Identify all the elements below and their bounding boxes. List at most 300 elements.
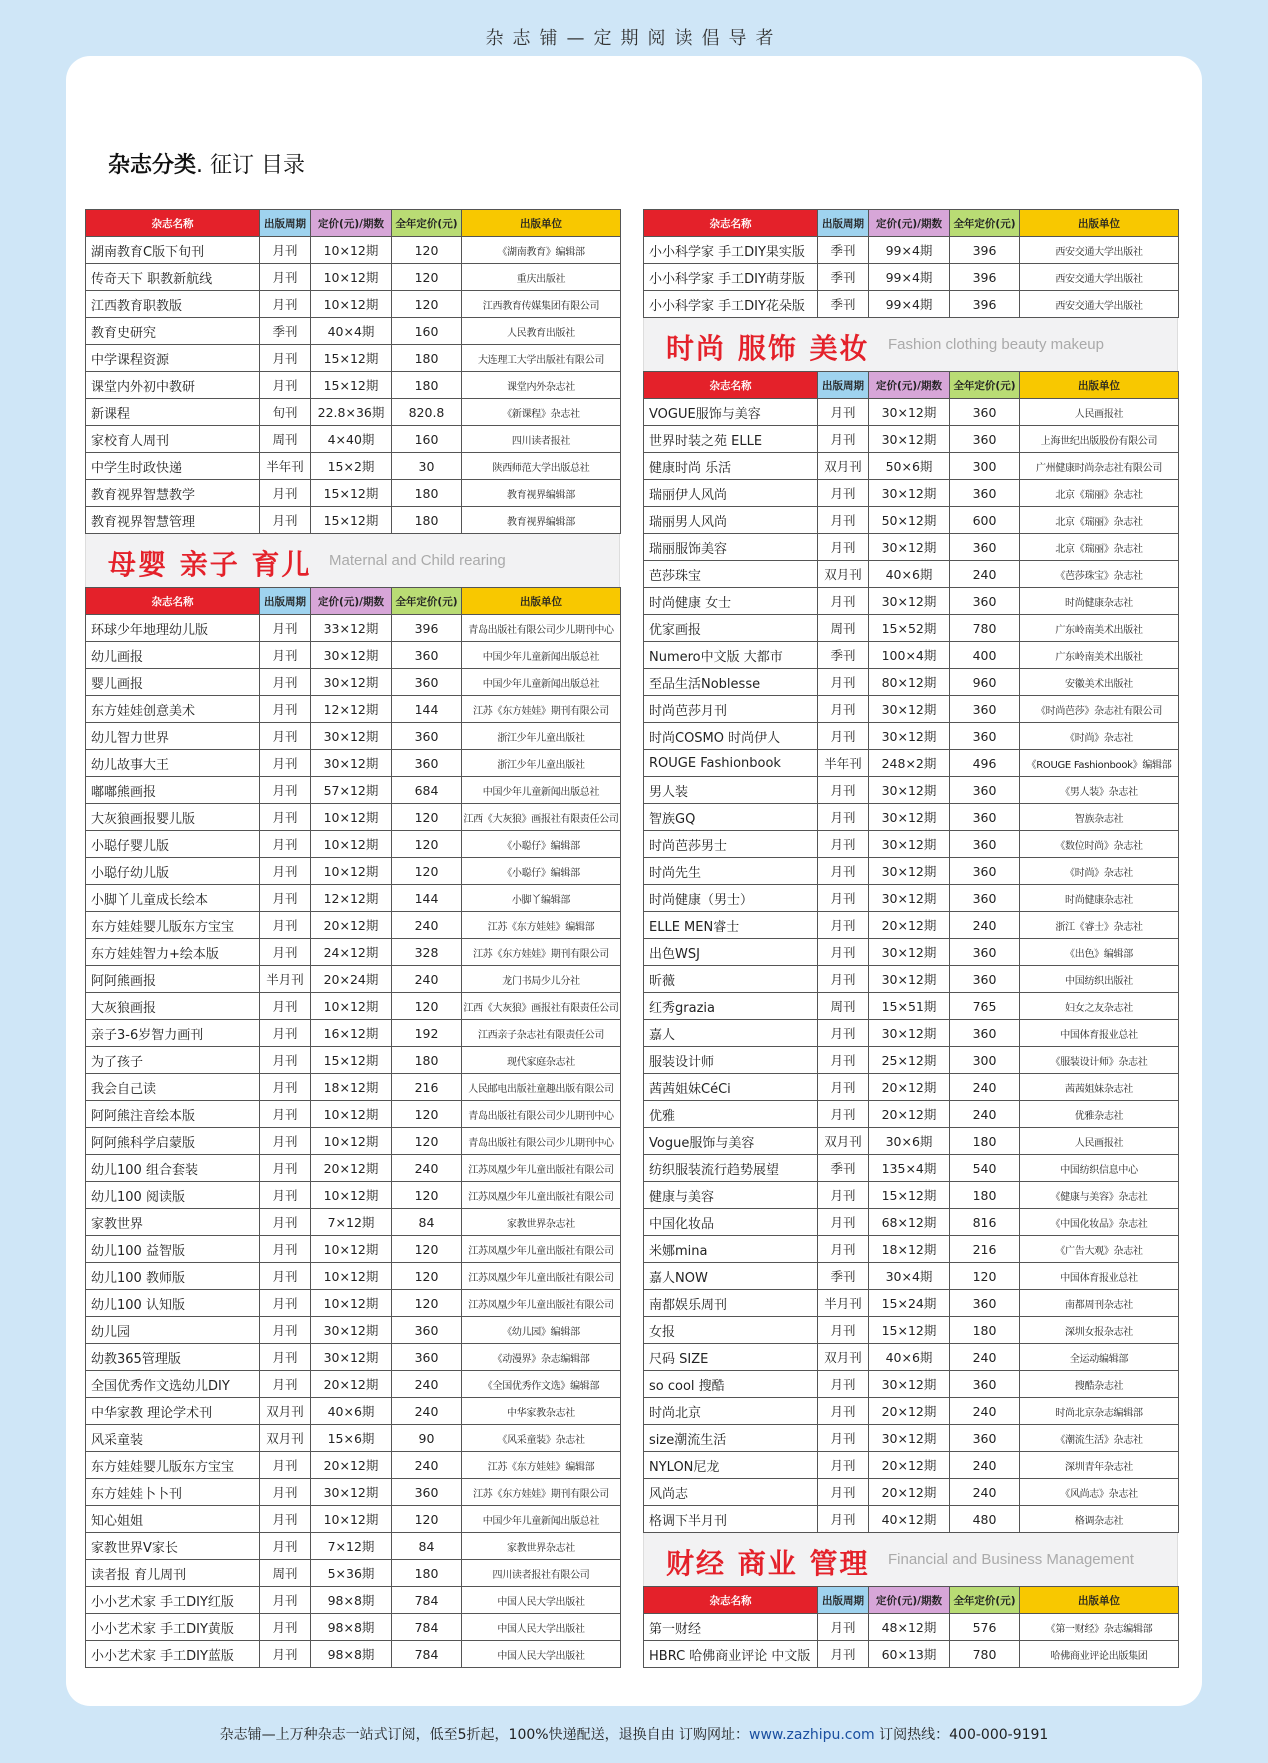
table-row — [86, 615, 621, 642]
cell-period: 月刊 — [260, 1263, 311, 1290]
cell-name[interactable]: 幼儿100 阅读版 — [86, 1182, 260, 1209]
cell-price: 98×8期 — [311, 1614, 392, 1641]
cell-name[interactable]: 时尚先生 — [644, 858, 818, 885]
table-header-row — [86, 210, 621, 237]
cell-annual: 120 — [950, 1263, 1020, 1290]
cell-period: 季刊 — [818, 642, 869, 669]
cell-annual: 240 — [950, 1398, 1020, 1425]
cell-name[interactable]: 家教世界 — [86, 1209, 260, 1236]
cell-publisher: 广州健康时尚杂志社有限公司 — [1020, 453, 1179, 480]
cell-name[interactable]: 服装设计师 — [644, 1047, 818, 1074]
cell-name[interactable]: 小小艺术家 手工DIY红版 — [86, 1587, 260, 1614]
cell-publisher: 时尚健康杂志社 — [1020, 885, 1179, 912]
cell-publisher: 人民画报社 — [1020, 399, 1179, 426]
cell-publisher: 《风采童装》杂志社 — [462, 1425, 621, 1452]
cell-name[interactable]: 幼儿100 教师版 — [86, 1263, 260, 1290]
cell-name[interactable]: 健康与美容 — [644, 1182, 818, 1209]
cell-period: 季刊 — [818, 237, 869, 264]
cell-publisher: 人民教育出版社 — [462, 318, 621, 345]
cell-publisher: 中国体育报业总社 — [1020, 1263, 1179, 1290]
cell-period: 月刊 — [818, 1371, 869, 1398]
cell-period: 月刊 — [818, 1425, 869, 1452]
cell-period: 周刊 — [818, 615, 869, 642]
cell-price: 20×12期 — [311, 1371, 392, 1398]
fashion-table — [643, 371, 1179, 1533]
table-row — [644, 939, 1179, 966]
table-header-row — [86, 588, 621, 615]
cell-annual: 180 — [950, 1182, 1020, 1209]
table-row — [644, 1047, 1179, 1074]
header-name: 杂志名称 — [644, 372, 818, 399]
cell-name[interactable]: 幼儿100 益智版 — [86, 1236, 260, 1263]
cell-annual: 360 — [950, 1020, 1020, 1047]
cell-annual: 328 — [392, 939, 462, 966]
cell-annual: 960 — [950, 669, 1020, 696]
header-price: 定价(元)/期数 — [869, 1587, 950, 1614]
cell-name[interactable]: 课堂内外初中教研 — [86, 372, 260, 399]
cell-publisher: 西安交通大学出版社 — [1020, 291, 1179, 318]
cell-name[interactable]: 时尚健康 女士 — [644, 588, 818, 615]
cell-price: 99×4期 — [869, 291, 950, 318]
cell-period: 月刊 — [260, 1587, 311, 1614]
cell-publisher: 西安交通大学出版社 — [1020, 264, 1179, 291]
cell-price: 30×12期 — [869, 1020, 950, 1047]
table-row — [644, 291, 1179, 318]
header-annual: 全年定价(元) — [392, 588, 462, 615]
cell-price: 15×12期 — [311, 345, 392, 372]
right-column — [643, 209, 1178, 1668]
cell-period: 月刊 — [260, 291, 311, 318]
cell-publisher: 《幼儿园》编辑部 — [462, 1317, 621, 1344]
cell-price: 30×12期 — [311, 1344, 392, 1371]
cell-publisher: 教育视界编辑部 — [462, 480, 621, 507]
cell-name[interactable]: 幼儿画报 — [86, 642, 260, 669]
cell-price: 30×12期 — [311, 642, 392, 669]
cell-publisher: 四川读者报社有限公司 — [462, 1560, 621, 1587]
cell-name[interactable]: 中国化妆品 — [644, 1209, 818, 1236]
cell-name[interactable]: 米娜mina — [644, 1236, 818, 1263]
cell-annual: 180 — [950, 1317, 1020, 1344]
cell-publisher: 《动漫界》杂志编辑部 — [462, 1344, 621, 1371]
cell-price: 5×36期 — [311, 1560, 392, 1587]
table-row — [644, 426, 1179, 453]
table-row — [86, 804, 621, 831]
cell-name[interactable]: 东方娃娃婴儿版东方宝宝 — [86, 912, 260, 939]
cell-publisher: 江苏凤凰少年儿童出版社有限公司 — [462, 1290, 621, 1317]
cell-name[interactable]: 瑞丽男人风尚 — [644, 507, 818, 534]
table-row — [86, 885, 621, 912]
cell-name[interactable]: 小聪仔婴儿版 — [86, 831, 260, 858]
cell-period: 月刊 — [260, 1020, 311, 1047]
cell-publisher: 江苏凤凰少年儿童出版社有限公司 — [462, 1236, 621, 1263]
header-publisher: 出版单位 — [1020, 210, 1179, 237]
cell-price: 40×6期 — [311, 1398, 392, 1425]
cell-annual: 120 — [392, 993, 462, 1020]
cell-name[interactable]: 南都娱乐周刊 — [644, 1290, 818, 1317]
cell-publisher: 深圳青年杂志社 — [1020, 1452, 1179, 1479]
cell-name[interactable]: 知心姐姐 — [86, 1506, 260, 1533]
cell-publisher: 《数位时尚》杂志社 — [1020, 831, 1179, 858]
cell-period: 月刊 — [818, 831, 869, 858]
cell-annual: 684 — [392, 777, 462, 804]
cell-name[interactable]: 江西教育职教版 — [86, 291, 260, 318]
cell-price: 16×12期 — [311, 1020, 392, 1047]
header-name: 杂志名称 — [644, 1587, 818, 1614]
cell-publisher: 《芭莎珠宝》杂志社 — [1020, 561, 1179, 588]
cell-period: 月刊 — [818, 723, 869, 750]
table-row — [86, 1641, 621, 1668]
cell-name[interactable]: 时尚北京 — [644, 1398, 818, 1425]
cell-annual: 240 — [950, 1074, 1020, 1101]
cell-publisher: 南都周刊杂志社 — [1020, 1290, 1179, 1317]
science-table — [643, 209, 1179, 318]
cell-price: 10×12期 — [311, 1236, 392, 1263]
cell-publisher: 浙江《睿士》杂志社 — [1020, 912, 1179, 939]
cell-period: 半月刊 — [260, 966, 311, 993]
header-name: 杂志名称 — [86, 210, 260, 237]
cell-price: 10×12期 — [311, 1290, 392, 1317]
cell-period: 月刊 — [818, 1317, 869, 1344]
cell-annual: 396 — [392, 615, 462, 642]
cell-publisher: 青岛出版社有限公司少儿期刊中心 — [462, 1128, 621, 1155]
cell-name[interactable]: 嘟嘟熊画报 — [86, 777, 260, 804]
cell-publisher: 优雅杂志社 — [1020, 1101, 1179, 1128]
cell-period: 月刊 — [260, 1344, 311, 1371]
cell-name[interactable]: 格调下半月刊 — [644, 1506, 818, 1533]
cell-name[interactable]: 家教世界V家长 — [86, 1533, 260, 1560]
table-row — [644, 885, 1179, 912]
cell-annual: 240 — [392, 966, 462, 993]
cell-name[interactable]: VOGUE服饰与美容 — [644, 399, 818, 426]
cell-price: 7×12期 — [311, 1533, 392, 1560]
cell-price: 7×12期 — [311, 1209, 392, 1236]
table-row — [644, 831, 1179, 858]
cell-name[interactable]: 大灰狼画报婴儿版 — [86, 804, 260, 831]
cell-period: 月刊 — [260, 912, 311, 939]
cell-period: 月刊 — [818, 912, 869, 939]
cell-name[interactable]: 第一财经 — [644, 1614, 818, 1641]
cell-annual: 360 — [392, 750, 462, 777]
cell-name[interactable]: Vogue服饰与美容 — [644, 1128, 818, 1155]
table-row — [86, 1371, 621, 1398]
cell-name[interactable]: 小脚丫儿童成长绘本 — [86, 885, 260, 912]
cell-publisher: 江苏凤凰少年儿童出版社有限公司 — [462, 1263, 621, 1290]
cell-price: 10×12期 — [311, 858, 392, 885]
cell-name[interactable]: 幼儿100 组合套装 — [86, 1155, 260, 1182]
cell-period: 月刊 — [260, 804, 311, 831]
table-row — [644, 480, 1179, 507]
cell-name[interactable]: HBRC 哈佛商业评论 中文版 — [644, 1641, 818, 1668]
cell-period: 月刊 — [260, 264, 311, 291]
cell-period: 季刊 — [818, 1263, 869, 1290]
cell-name[interactable]: so cool 搜酷 — [644, 1371, 818, 1398]
cell-period: 月刊 — [818, 534, 869, 561]
cell-name[interactable]: 中学课程资源 — [86, 345, 260, 372]
cell-name[interactable]: 亲子3-6岁智力画刊 — [86, 1020, 260, 1047]
cell-name[interactable]: 智族GQ — [644, 804, 818, 831]
cell-period: 月刊 — [818, 669, 869, 696]
cell-name[interactable]: 幼儿故事大王 — [86, 750, 260, 777]
cell-publisher: 重庆出版社 — [462, 264, 621, 291]
cell-period: 月刊 — [260, 1317, 311, 1344]
finance-table — [643, 1586, 1179, 1668]
cell-name[interactable]: 新课程 — [86, 399, 260, 426]
cell-price: 30×12期 — [869, 858, 950, 885]
cell-annual: 784 — [392, 1587, 462, 1614]
cell-name[interactable]: 瑞丽伊人风尚 — [644, 480, 818, 507]
cell-name[interactable]: 时尚健康（男士） — [644, 885, 818, 912]
cell-annual: 160 — [392, 318, 462, 345]
cell-name[interactable]: 健康时尚 乐活 — [644, 453, 818, 480]
cell-name[interactable]: NYLON尼龙 — [644, 1452, 818, 1479]
cell-publisher: 江苏《东方娃娃》期刊有限公司 — [462, 1479, 621, 1506]
cell-name[interactable]: 时尚芭莎月刊 — [644, 696, 818, 723]
cell-price: 20×12期 — [869, 1398, 950, 1425]
cell-publisher: 《ROUGE Fashionbook》编辑部 — [1020, 750, 1179, 777]
cell-name[interactable]: size潮流生活 — [644, 1425, 818, 1452]
cell-publisher: 中国少年儿童新闻出版总社 — [462, 777, 621, 804]
cell-annual: 180 — [392, 372, 462, 399]
cell-name[interactable]: 时尚芭莎男士 — [644, 831, 818, 858]
cell-price: 135×4期 — [869, 1155, 950, 1182]
table-row — [644, 669, 1179, 696]
finance-banner-title: 财经 商业 管理 — [666, 1547, 870, 1580]
cell-name[interactable]: 环球少年地理幼儿版 — [86, 615, 260, 642]
cell-period: 月刊 — [260, 1641, 311, 1668]
cell-name[interactable]: 阿阿熊画报 — [86, 966, 260, 993]
cell-price: 30×12期 — [869, 399, 950, 426]
header-annual: 全年定价(元) — [950, 1587, 1020, 1614]
cell-publisher: 江西《大灰狼》画报社有限责任公司 — [462, 993, 621, 1020]
cell-publisher: 江苏凤凰少年儿童出版社有限公司 — [462, 1182, 621, 1209]
cell-annual: 216 — [392, 1074, 462, 1101]
cell-period: 月刊 — [260, 1371, 311, 1398]
cell-period: 月刊 — [260, 750, 311, 777]
cell-annual: 360 — [950, 1290, 1020, 1317]
table-row — [644, 1074, 1179, 1101]
header-annual: 全年定价(元) — [950, 210, 1020, 237]
cell-price: 80×12期 — [869, 669, 950, 696]
table-row — [644, 858, 1179, 885]
cell-annual: 360 — [950, 534, 1020, 561]
cell-publisher: 家教世界杂志社 — [462, 1209, 621, 1236]
footer-url[interactable]: www.zazhipu.com — [749, 1727, 875, 1743]
cell-name[interactable]: 瑞丽服饰美容 — [644, 534, 818, 561]
cell-annual: 780 — [950, 1641, 1020, 1668]
cell-period: 月刊 — [818, 480, 869, 507]
cell-name[interactable]: 婴儿画报 — [86, 669, 260, 696]
cell-name[interactable]: 东方娃娃婴儿版东方宝宝 — [86, 1452, 260, 1479]
cell-name[interactable]: 风采童装 — [86, 1425, 260, 1452]
cell-period: 双月刊 — [260, 1398, 311, 1425]
cell-publisher: 《潮流生活》杂志社 — [1020, 1425, 1179, 1452]
cell-period: 月刊 — [260, 1074, 311, 1101]
cell-publisher: 《健康与美容》杂志社 — [1020, 1182, 1179, 1209]
cell-annual: 240 — [950, 1344, 1020, 1371]
cell-price: 20×12期 — [869, 1452, 950, 1479]
cell-name[interactable]: 纺织服装流行趋势展望 — [644, 1155, 818, 1182]
table-row — [644, 993, 1179, 1020]
cell-price: 30×12期 — [869, 1371, 950, 1398]
cell-name[interactable]: 优雅 — [644, 1101, 818, 1128]
table-row — [86, 777, 621, 804]
cell-name[interactable]: ELLE MEN睿士 — [644, 912, 818, 939]
cell-period: 月刊 — [260, 723, 311, 750]
maternal-banner-title: 母婴 亲子 育儿 — [108, 548, 312, 581]
table-row — [86, 1533, 621, 1560]
cell-publisher: 江西《大灰狼》画报社有限责任公司 — [462, 804, 621, 831]
cell-name[interactable]: 传奇天下 职教新航线 — [86, 264, 260, 291]
cell-name[interactable]: 优家画报 — [644, 615, 818, 642]
cell-annual: 480 — [950, 1506, 1020, 1533]
cell-period: 月刊 — [260, 480, 311, 507]
cell-name[interactable]: 芭莎珠宝 — [644, 561, 818, 588]
cell-price: 10×12期 — [311, 1101, 392, 1128]
table-row — [644, 588, 1179, 615]
cell-annual: 360 — [950, 939, 1020, 966]
cell-name[interactable]: 为了孩子 — [86, 1047, 260, 1074]
table-row — [86, 1155, 621, 1182]
cell-period: 月刊 — [818, 1236, 869, 1263]
cell-name[interactable]: 男人装 — [644, 777, 818, 804]
cell-price: 30×12期 — [869, 696, 950, 723]
table-row — [644, 1344, 1179, 1371]
cell-name[interactable]: 小小科学家 手工DIY果实版 — [644, 237, 818, 264]
cell-name[interactable]: 东方娃娃卜卜刊 — [86, 1479, 260, 1506]
cell-name[interactable]: 小聪仔幼儿版 — [86, 858, 260, 885]
cell-name[interactable]: 小小艺术家 手工DIY蓝版 — [86, 1641, 260, 1668]
cell-name[interactable]: 出色WSJ — [644, 939, 818, 966]
cell-period: 月刊 — [818, 1452, 869, 1479]
header-annual: 全年定价(元) — [950, 372, 1020, 399]
cell-price: 10×12期 — [311, 1182, 392, 1209]
cell-name[interactable]: Numero中文版 大都市 — [644, 642, 818, 669]
cell-name[interactable]: 湖南教育C版下旬刊 — [86, 237, 260, 264]
cell-name[interactable]: 嘉人 — [644, 1020, 818, 1047]
cell-name[interactable]: 中学生时政快递 — [86, 453, 260, 480]
cell-period: 月刊 — [260, 669, 311, 696]
table-row — [644, 1182, 1179, 1209]
cell-publisher: 中国人民大学出版社 — [462, 1641, 621, 1668]
maternal-banner-subtitle: Maternal and Child rearing — [329, 552, 506, 569]
table-row — [644, 804, 1179, 831]
cell-price: 40×6期 — [869, 561, 950, 588]
cell-period: 旬刊 — [260, 399, 311, 426]
cell-period: 周刊 — [818, 993, 869, 1020]
table-row — [86, 858, 621, 885]
cell-name[interactable]: 世界时装之苑 ELLE — [644, 426, 818, 453]
cell-name[interactable]: 幼儿智力世界 — [86, 723, 260, 750]
cell-name[interactable]: 尺码 SIZE — [644, 1344, 818, 1371]
table-row — [644, 237, 1179, 264]
cell-publisher: 江苏《东方娃娃》期刊有限公司 — [462, 696, 621, 723]
cell-name[interactable]: 读者报 育儿周刊 — [86, 1560, 260, 1587]
table-row — [644, 1290, 1179, 1317]
cell-name[interactable]: 幼教365管理版 — [86, 1344, 260, 1371]
cell-annual: 784 — [392, 1641, 462, 1668]
cell-name[interactable]: 阿阿熊注音绘本版 — [86, 1101, 260, 1128]
cell-price: 30×12期 — [869, 588, 950, 615]
cell-annual: 360 — [392, 669, 462, 696]
cell-publisher: 《出色》编辑部 — [1020, 939, 1179, 966]
cell-period: 月刊 — [818, 804, 869, 831]
cell-publisher: 妇女之友杂志社 — [1020, 993, 1179, 1020]
cell-name[interactable]: 幼儿100 认知版 — [86, 1290, 260, 1317]
cell-price: 40×6期 — [869, 1344, 950, 1371]
cell-price: 99×4期 — [869, 237, 950, 264]
cell-period: 月刊 — [818, 1506, 869, 1533]
cell-period: 月刊 — [260, 1047, 311, 1074]
cell-period: 月刊 — [260, 1101, 311, 1128]
cell-name[interactable]: 小小科学家 手工DIY萌芽版 — [644, 264, 818, 291]
cell-annual: 30 — [392, 453, 462, 480]
table-row — [86, 1452, 621, 1479]
fashion-banner — [643, 318, 1178, 371]
cell-name[interactable]: 风尚志 — [644, 1479, 818, 1506]
cell-annual: 120 — [392, 858, 462, 885]
cell-annual: 300 — [950, 453, 1020, 480]
cell-name[interactable]: 教育视界智慧管理 — [86, 507, 260, 534]
cell-period: 月刊 — [260, 237, 311, 264]
cell-name[interactable]: 时尚COSMO 时尚伊人 — [644, 723, 818, 750]
cell-name[interactable]: 阿阿熊科学启蒙版 — [86, 1128, 260, 1155]
cell-price: 18×12期 — [311, 1074, 392, 1101]
cell-name[interactable]: 全国优秀作文选幼儿DIY — [86, 1371, 260, 1398]
cell-name[interactable]: 中华家教 理论学术刊 — [86, 1398, 260, 1425]
cell-name[interactable]: 至品生活Noblesse — [644, 669, 818, 696]
table-row — [644, 534, 1179, 561]
table-row — [86, 480, 621, 507]
cell-annual: 84 — [392, 1209, 462, 1236]
cell-publisher: 北京《瑞丽》杂志社 — [1020, 480, 1179, 507]
cell-name[interactable]: 红秀grazia — [644, 993, 818, 1020]
cell-annual: 120 — [392, 1101, 462, 1128]
cell-period: 双月刊 — [260, 1425, 311, 1452]
cell-name[interactable]: 幼儿园 — [86, 1317, 260, 1344]
table-row — [86, 669, 621, 696]
cell-name[interactable]: 小小艺术家 手工DIY黄版 — [86, 1614, 260, 1641]
cell-price: 15×51期 — [869, 993, 950, 1020]
cell-name[interactable]: 大灰狼画报 — [86, 993, 260, 1020]
cell-name[interactable]: 家校育人周刊 — [86, 426, 260, 453]
cell-name[interactable]: ROUGE Fashionbook — [644, 750, 818, 777]
cell-period: 月刊 — [260, 1209, 311, 1236]
cell-publisher: 江苏《东方娃娃》编辑部 — [462, 1452, 621, 1479]
header-publisher: 出版单位 — [1020, 372, 1179, 399]
cell-price: 15×12期 — [311, 1047, 392, 1074]
cell-name[interactable]: 我会自己读 — [86, 1074, 260, 1101]
cell-name[interactable]: 教育视界智慧教学 — [86, 480, 260, 507]
cell-annual: 765 — [950, 993, 1020, 1020]
cell-name[interactable]: 昕薇 — [644, 966, 818, 993]
cell-annual: 360 — [392, 723, 462, 750]
cell-name[interactable]: 教育史研究 — [86, 318, 260, 345]
cell-publisher: 家教世界杂志社 — [462, 1533, 621, 1560]
cell-name[interactable]: 嘉人NOW — [644, 1263, 818, 1290]
cell-annual: 400 — [950, 642, 1020, 669]
cell-name[interactable]: 东方娃娃智力+绘本版 — [86, 939, 260, 966]
cell-name[interactable]: 小小科学家 手工DIY花朵版 — [644, 291, 818, 318]
cell-name[interactable]: 茜茜姐妹CéCi — [644, 1074, 818, 1101]
table-row — [86, 1614, 621, 1641]
table-row — [86, 642, 621, 669]
cell-name[interactable]: 女报 — [644, 1317, 818, 1344]
table-row — [644, 966, 1179, 993]
cell-publisher: 《中国化妆品》杂志社 — [1020, 1209, 1179, 1236]
cell-annual: 120 — [392, 1290, 462, 1317]
cell-name[interactable]: 东方娃娃创意美术 — [86, 696, 260, 723]
cell-publisher: 龙门书局少儿分社 — [462, 966, 621, 993]
